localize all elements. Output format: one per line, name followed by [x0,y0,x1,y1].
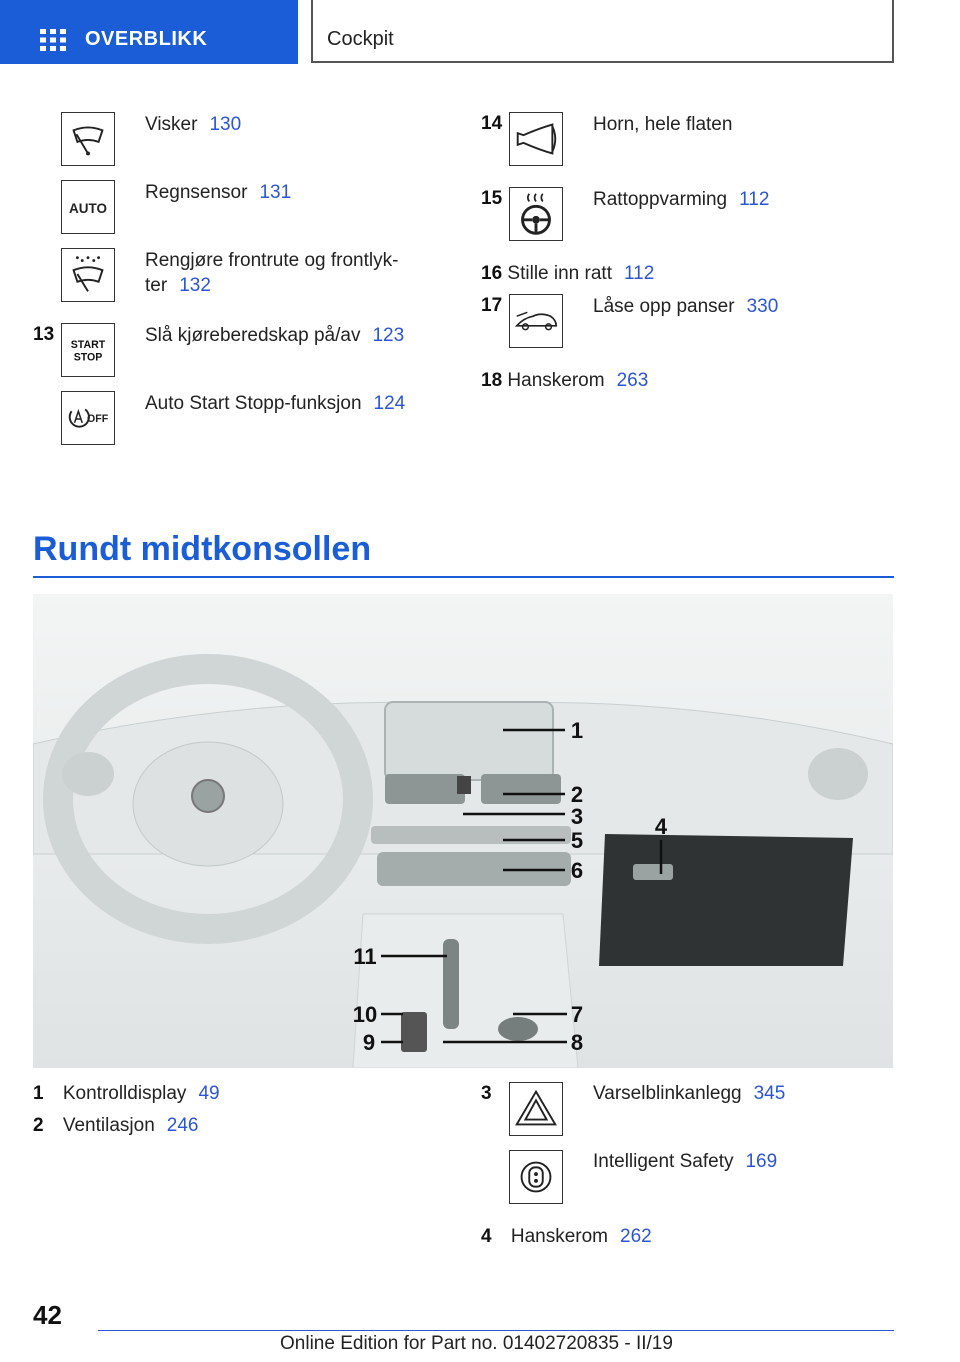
page-link[interactable]: 262 [620,1226,652,1247]
footer-divider [98,1330,894,1331]
cockpit-illustration [33,594,893,1068]
list-item: 2 Ventilasjon 246 [33,1115,199,1136]
page-link[interactable]: 246 [166,1115,199,1136]
list-item: 16 Stille inn ratt 112 [481,263,655,284]
page-link[interactable]: 124 [373,393,406,414]
list-item: Rengjøre frontrute og frontlyk- ter 132 [145,250,399,296]
callout-11: 11 [353,944,377,969]
page-link[interactable]: 132 [179,275,211,296]
list-item: Regnsensor 131 [145,182,292,203]
page-number: 42 [33,1300,62,1330]
steering-heat-icon [509,187,563,241]
list-item: 1 Kontrolldisplay 49 [33,1083,220,1104]
callout-6: 6 [570,858,584,883]
page-link[interactable]: 131 [259,182,292,203]
callout-7: 7 [570,1002,584,1027]
grid-menu-icon [40,29,66,51]
callout-5: 5 [570,828,584,853]
item-number: 15 [481,188,503,209]
svg-text:AUTO: AUTO [69,200,107,216]
hood-release-icon [509,294,563,348]
page-link[interactable]: 112 [623,263,655,284]
item-number: 13 [33,324,55,345]
callout-1: 1 [570,718,584,743]
callout-4: 4 [654,814,668,839]
start-stop-icon [61,323,115,377]
list-item: Varselblinkanlegg 345 [593,1083,786,1104]
list-item: Rattoppvarming 112 [593,189,770,210]
list-item: Intelligent Safety 169 [593,1151,778,1172]
page-link[interactable]: 130 [209,114,242,135]
section-divider [33,576,894,578]
page-link[interactable]: 169 [745,1151,778,1172]
wiper-icon [61,112,115,166]
page-link[interactable]: 112 [739,189,770,210]
list-item: Låse opp panser 330 [593,296,779,317]
chapter-label: Cockpit [327,28,394,50]
chapter-tab[interactable] [311,0,894,63]
auto-start-stop-off-icon [61,391,115,445]
intelligent-safety-icon [509,1150,563,1204]
cockpit-drawing [33,594,893,1068]
callout-10: 10 [352,1002,378,1027]
list-item: 4 Hanskerom 262 [481,1226,652,1247]
section-title: Rundt midtkonsollen [33,530,372,568]
svg-text:OFF: OFF [87,412,109,425]
washer-icon [61,248,115,302]
page-link[interactable]: 263 [616,370,649,391]
item-number: 14 [481,113,503,134]
list-item: Visker 130 [145,114,242,135]
callout-2: 2 [570,782,584,807]
horn-icon [509,112,563,166]
auto-icon [61,180,115,234]
callout-8: 8 [570,1030,584,1055]
svg-text:STOP: STOP [73,351,103,364]
page-link[interactable]: 123 [372,325,405,346]
page-link[interactable]: 330 [746,296,779,317]
svg-text:START: START [70,339,106,352]
callout-9: 9 [362,1030,376,1055]
list-item: Horn, hele flaten [593,114,733,135]
callout-3: 3 [570,804,584,829]
edition-note: Online Edition for Part no. 01402720835 - II/19 [280,1333,673,1354]
hazard-icon [509,1082,563,1136]
page-link[interactable]: 49 [198,1083,220,1104]
item-number: 17 [481,295,503,316]
list-item: 18 Hanskerom 263 [481,370,649,391]
list-item: Slå kjøreberedskap på/av 123 [145,325,405,346]
section-tab[interactable] [0,0,298,64]
item-number: 3 [481,1083,492,1104]
list-item: Auto Start Stopp-funksjon 124 [145,393,406,414]
section-label: OVERBLIKK [85,28,208,50]
page-link[interactable]: 345 [753,1083,786,1104]
